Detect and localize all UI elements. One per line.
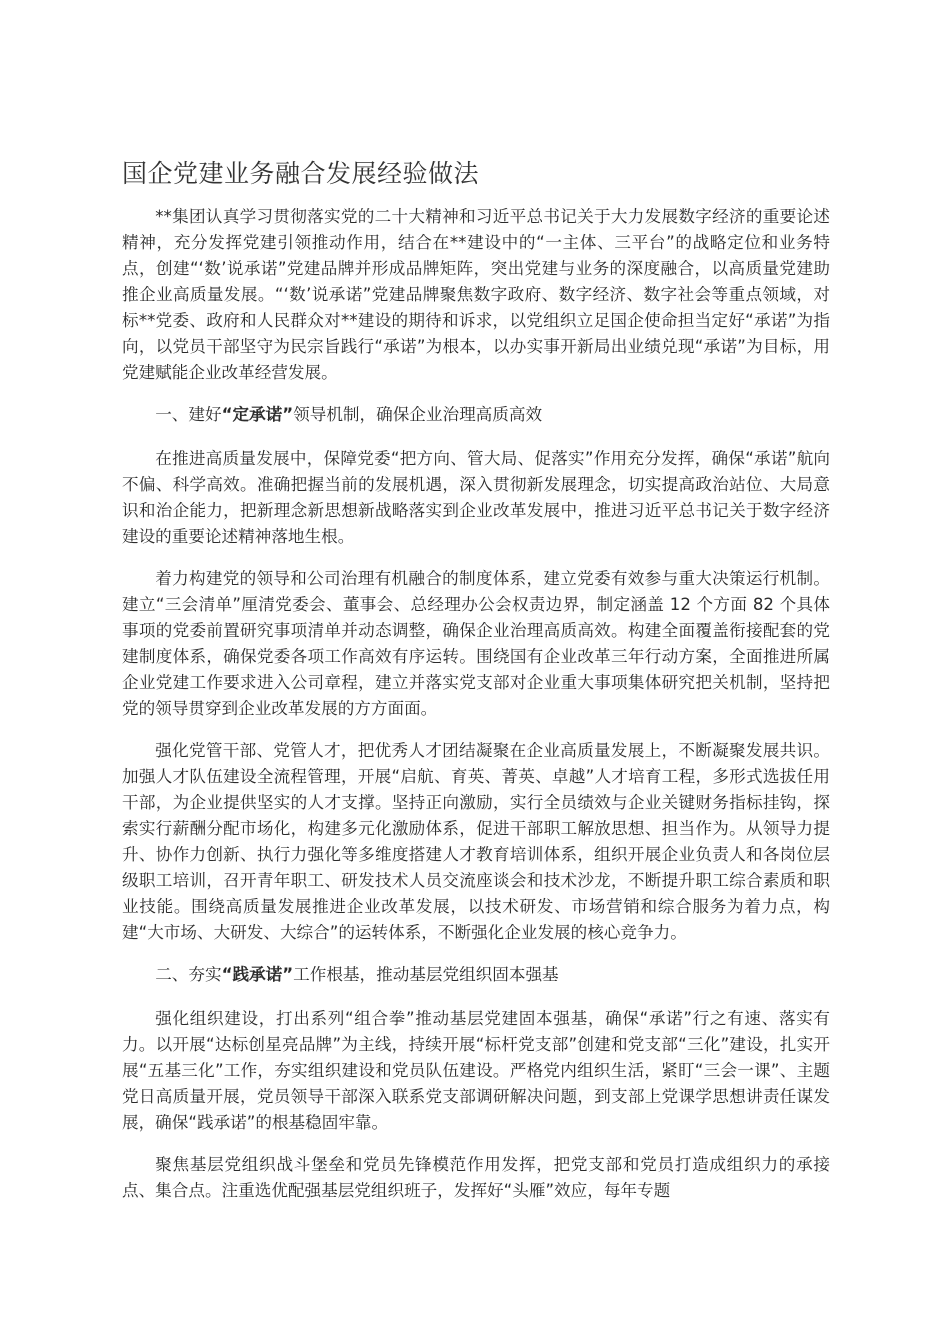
intro-paragraph: **集团认真学习贯彻落实党的二十大精神和习近平总书记关于大力发展数字经济的重要论述精神，充分发挥党建引领推动作用，结合在**建设中的“一主体、三平台”的战略定位和业务特点，创建“‘数’说承诺”党建品牌并形成品牌矩阵，突出党建与业务的深度融合，以高质量党建助推企业高质量发展。“‘数’说承诺”党建品牌聚焦数字政府、数字经济、数字社会等重点领域，对标**党委、政府和人民群众对**建设的期待和诉求，以党组织立足国企使命担当定好“承诺”为指向，以党员干部坚守为民宗旨践行“承诺”为根本，以办实事开新局出业绩兑现“承诺”为目标，用党建赋能企业改革经营发展。 — [122, 207, 830, 382]
document-page — [122, 154, 830, 1220]
section-heading-2 — [122, 962, 830, 988]
section-heading-1-suffix: 领导机制，确保企业治理高质高效 — [293, 405, 543, 424]
section-heading-1-prefix: 一、建好 — [155, 405, 222, 424]
document-title: 国企党建业务融合发展经验做法 — [122, 159, 480, 188]
section-1-paragraph: 着力构建党的领导和公司治理有机融合的制度体系，建立党委有效参与重大决策运行机制。建立“三会清单”厘清党委会、董事会、总经理办公会权责边界，制定涵盖 12 个方面 82 个具体事项的党委前置研究事项清单并动态调整，确保企业治理高质高效。构建全面覆盖衔接配套的党建制度体系，确保党委各项工作高效有序运转。围绕国有企业改革三年行动方案，全面推进所属企业党建工作要求进入公司章程，建立并落实党支部对企业重大事项集体研究把关机制，坚持把党的领导贯穿到企业改革发展的方方面面。 — [122, 569, 830, 718]
section-1-paragraph: 在推进高质量发展中，保障党委“把方向、管大局、促落实”作用充分发挥，确保“承诺”航向不偏、科学高效。准确把握当前的发展机遇，深入贯彻新发展理念，切实提高政治站位、大局意识和治企能力，把新理念新思想新战略落实到企业改革发展中，推进习近平总书记关于数字经济建设的重要论述精神落地生根。 — [122, 449, 830, 546]
section-2-paragraph: 聚焦基层党组织战斗堡垒和党员先锋模范作用发挥，把党支部和党员打造成组织力的承接点、集合点。注重选优配强基层党组织班子，发挥好“头雁”效应，每年专题 — [122, 1155, 830, 1200]
section-1-paragraph: 强化党管干部、党管人才，把优秀人才团结凝聚在企业高质量发展上，不断凝聚发展共识。加强人才队伍建设全流程管理，开展“启航、育英、菁英、卓越”人才培育工程，多形式选拔任用干部，为企业提供坚实的人才支撑。坚持正向激励，实行全员绩效与企业关键财务指标挂钩，探索实行薪酬分配市场化，构建多元化激励体系，促进干部职工解放思想、担当作为。从领导力提升、协作力创新、执行力强化等多维度搭建人才教育培训体系，组织开展企业负责人和各岗位层级职工培训，召开青年职工、研发技术人员交流座谈会和技术沙龙，不断提升职工综合素质和职业技能。围绕高质量发展推进企业改革发展，以技术研发、市场营销和综合服务为着力点，构建“大市场、大研发、大综合”的运转体系，不断强化企业发展的核心竞争力。 — [122, 741, 830, 942]
section-heading-2-suffix: 工作根基，推动基层党组织固本强基 — [293, 965, 559, 984]
section-heading-1 — [122, 402, 830, 428]
section-heading-2-keyword: “践承诺” — [221, 965, 294, 984]
section-heading-2-prefix: 二、夯实 — [155, 965, 222, 984]
section-2-paragraph: 强化组织建设，打出系列“组合拳”推动基层党建固本强基，确保“承诺”行之有速、落实有力。以开展“达标创星亮品牌”为主线，持续开展“标杆党支部”创建和党支部“三化”建设，扎实开展“五基三化”工作，夯实组织建设和党员队伍建设。严格党内组织生活，紧盯“三会一课”、主题党日高质量开展，党员领导干部深入联系党支部调研解决问题，到支部上党课学思想讲责任谋发展，确保“践承诺”的根基稳固牢靠。 — [122, 1009, 830, 1132]
section-heading-1-keyword: “定承诺” — [221, 405, 294, 424]
